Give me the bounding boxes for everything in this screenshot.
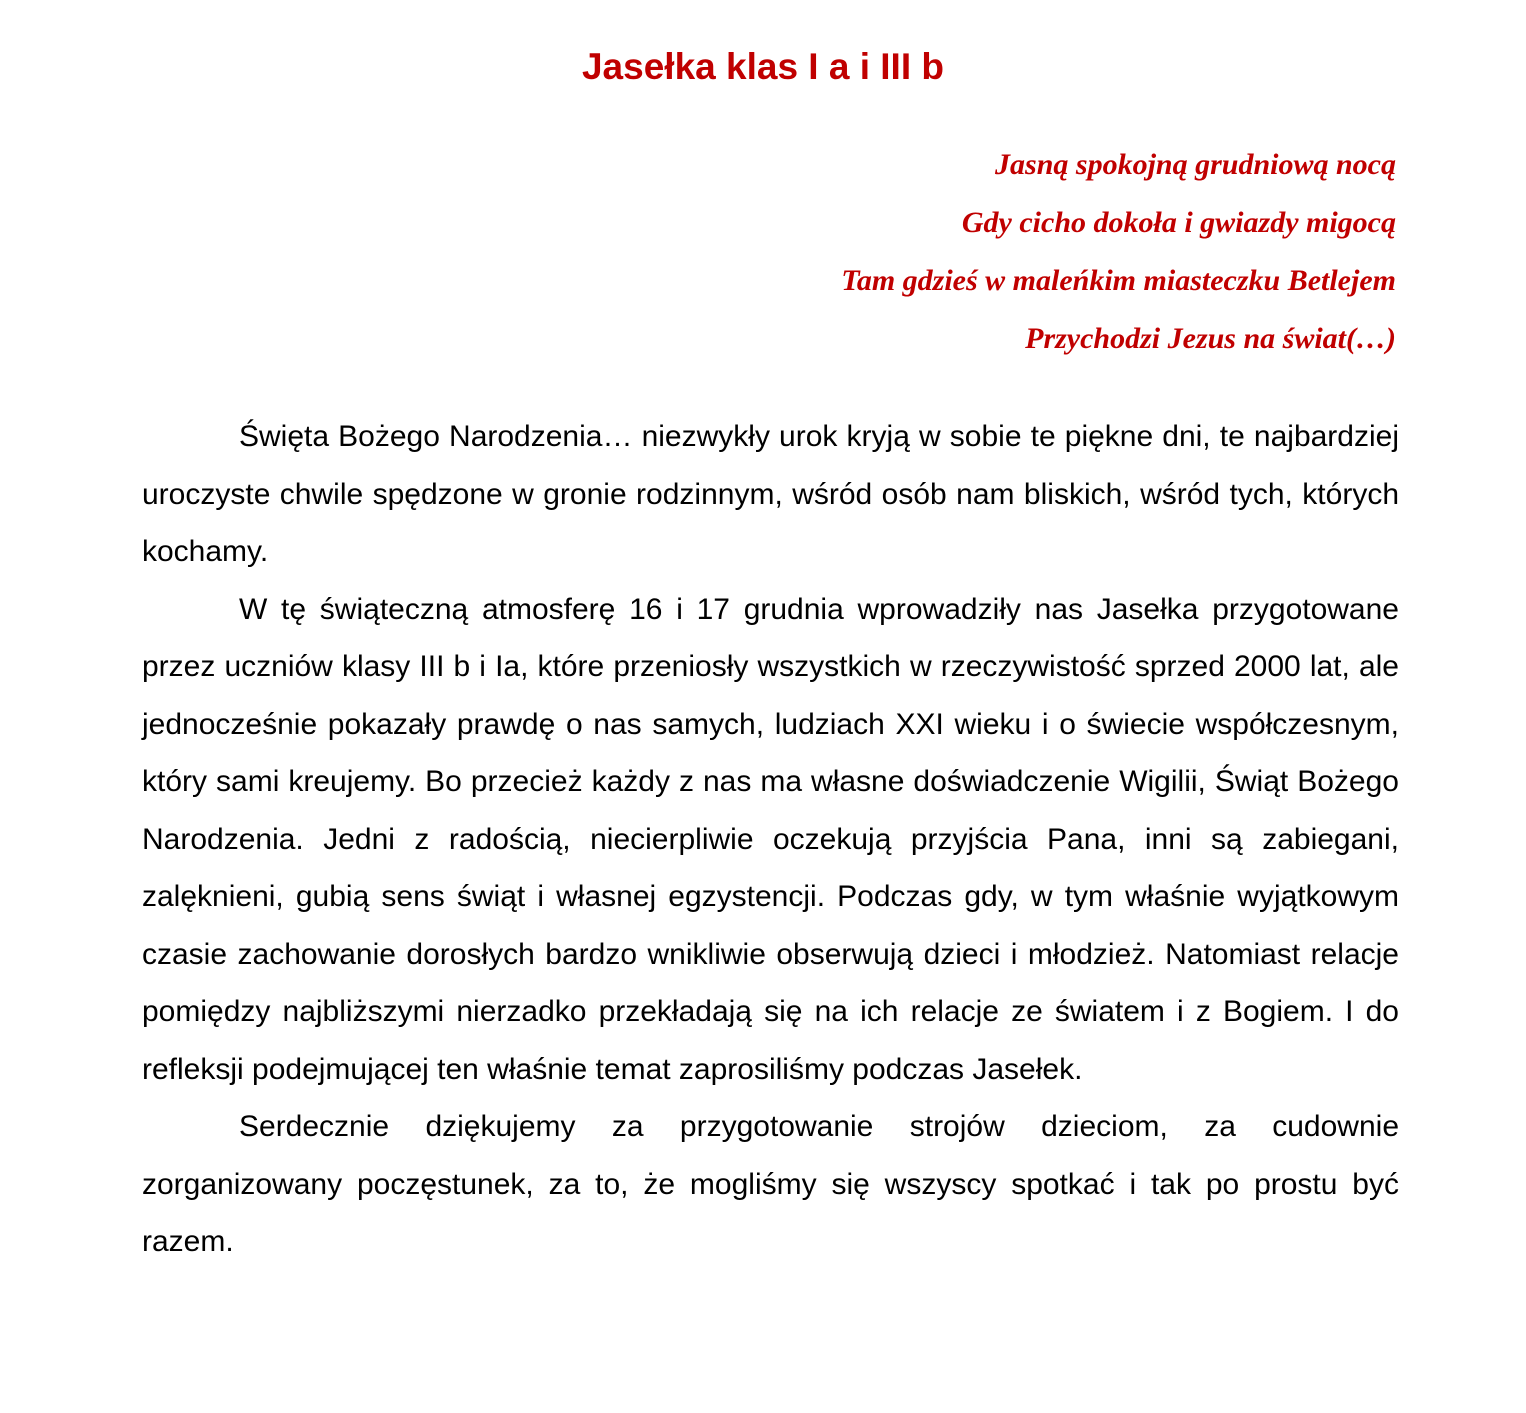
- poem-block: [496, 140, 1396, 372]
- article-body: [142, 408, 1399, 1271]
- paragraph-main: W tę świąteczną atmosferę 16 i 17 grudnia wprowadziły nas Jasełka przygotowane przez uczniów klasy III b i Ia, które przeniosły wszystkich w rzeczywistość sprzed 2000 lat, ale jednocześnie pokazały prawdę o nas samych, ludziach XXI wieku i o świecie współczesnym, który sami kreujemy. Bo przecież każdy z nas ma własne doświadczenie Wigilii, Świąt Bożego Narodzenia. Jedni z radością, niecierpliwie oczekują przyjścia Pana, inni są zabiegani, zalęknieni, gubią sens świąt i własnej egzystencji. Podczas gdy, w tym właśnie wyjątkowym czasie zachowanie dorosłych bardzo wnikliwie obserwują dzieci i młodzież. Natomiast relacje pomiędzy najbliższymi nierzadko przekładają się na ich relacje ze światem i z Bogiem. I do refleksji podejmującej ten właśnie temat zaprosiliśmy podczas Jasełek.: [142, 592, 1399, 1086]
- poem-line: Gdy cicho dokoła i gwiazdy migocą: [961, 206, 1396, 239]
- poem-line: Jasną spokojną grudniową nocą: [995, 148, 1396, 181]
- paragraph-thanks: Serdecznie dziękujemy za przygotowanie strojów dzieciom, za cudownie zorganizowany poczęstunek, za to, że mogliśmy się wszyscy spotkać i tak po prostu być razem.: [142, 1110, 1399, 1258]
- poem-line: Tam gdzieś w maleńkim miasteczku Betlejem: [841, 264, 1396, 297]
- document-title: Jasełka klas I a i III b: [581, 46, 944, 87]
- paragraph-intro: Święta Bożego Narodzenia… niezwykły urok kryją w sobie te piękne dni, te najbardziej uroczyste chwile spędzone w gronie rodzinnym, wśród osób nam bliskich, wśród tych, których kochamy.: [142, 420, 1399, 568]
- poem-line: Przychodzi Jezus na świat(…): [1025, 322, 1396, 355]
